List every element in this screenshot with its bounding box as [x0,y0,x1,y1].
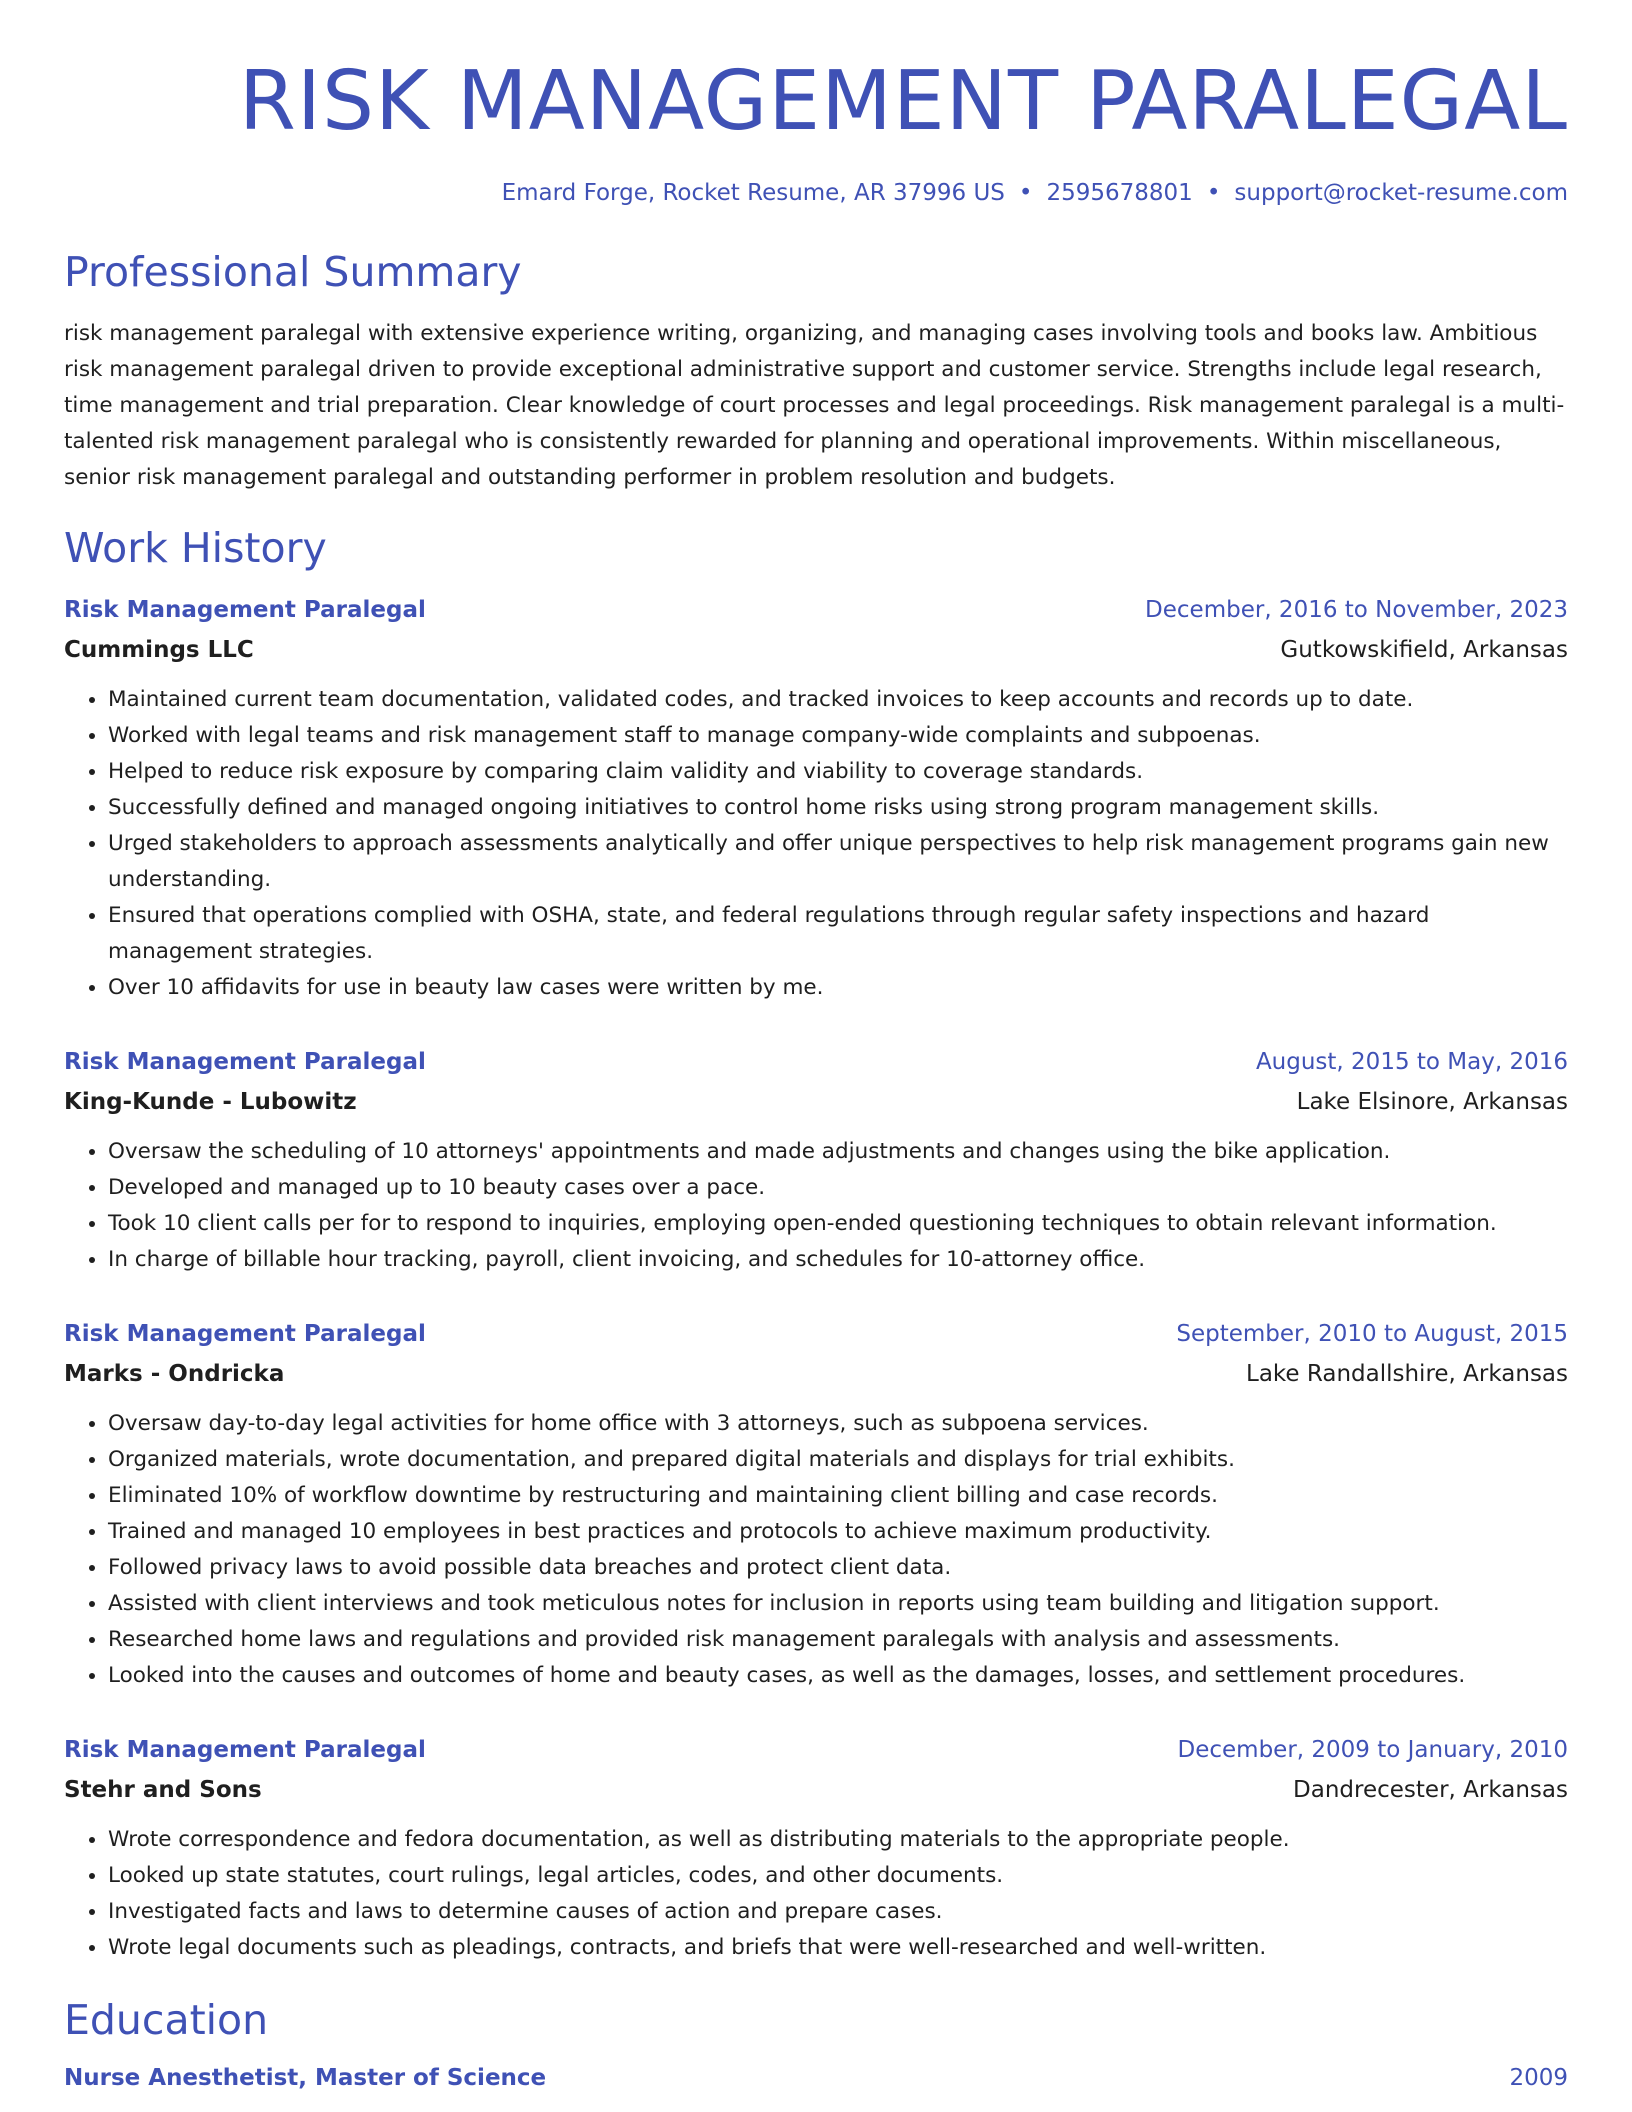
job-header-row [64,1730,1568,1770]
job-bullet: • Ensured that operations complied with OSHA, state, and federal regulations through regular safety inspections and hazard management strategies. [108,898,1568,970]
job-header-row [64,1314,1568,1354]
job-bullet: • Worked with legal teams and risk management staff to manage company-wide complaints and subpoenas. [108,718,1568,754]
job-bullet: • Assisted with client interviews and took meticulous notes for inclusion in reports using team building and litigation support. [108,1586,1568,1622]
resume-name: RISK MANAGEMENT PARALEGAL [238,54,1568,149]
job-bullets [64,682,1568,1006]
job-title: Risk Management Paralegal [64,1049,426,1075]
contact-separator: • [1018,180,1033,206]
job-bullets [64,1822,1568,1966]
job-bullet: • Maintained current team documentation, validated codes, and tracked invoices to keep accounts and records up to date. [108,682,1568,718]
job-dates: September, 2010 to August, 2015 [1176,1321,1568,1347]
job-location: Gutkowskifield, Arkansas [1280,637,1568,663]
job-bullet: • Looked up state statutes, court rulings, legal articles, codes, and other documents. [108,1858,1568,1894]
job-header-row [64,590,1568,630]
job-bullet: • Eliminated 10% of workflow downtime by restructuring and maintaining client billing and case records. [108,1478,1568,1514]
work-history-heading: Work History [64,524,327,572]
job-bullet: • Organized materials, wrote documentation, and prepared digital materials and displays for trial exhibits. [108,1442,1568,1478]
job-company: Cummings LLC [64,637,254,663]
job-bullet: • Over 10 affidavits for use in beauty law cases were written by me. [108,970,1568,1006]
education-heading: Education [64,1996,269,2044]
job-bullet: • Trained and managed 10 employees in best practices and protocols to achieve maximum productivity. [108,1514,1568,1550]
job-bullet: • Took 10 client calls per for to respond to inquiries, employing open-ended questioning techniques to obtain relevant information. [108,1206,1568,1242]
job-company: Stehr and Sons [64,1777,262,1803]
job-location: Dandrecester, Arkansas [1293,1777,1568,1803]
job-title: Risk Management Paralegal [64,1321,426,1347]
contact-line [64,178,1568,208]
education-entry [64,2058,1568,2098]
job-header-row [64,1042,1568,1082]
job-bullet: • Wrote legal documents such as pleadings, contracts, and briefs that were well-researched and well-written. [108,1930,1568,1966]
job-bullets [64,1406,1568,1694]
job-bullet: • Helped to reduce risk exposure by comparing claim validity and viability to coverage standards. [108,754,1568,790]
job-bullet: • Investigated facts and laws to determine causes of action and prepare cases. [108,1894,1568,1930]
job-bullet: • Oversaw day-to-day legal activities for home office with 3 attorneys, such as subpoena services. [108,1406,1568,1442]
job-dates: August, 2015 to May, 2016 [1255,1049,1568,1075]
job-bullet: • Followed privacy laws to avoid possible data breaches and protect client data. [108,1550,1568,1586]
job-bullet: • Researched home laws and regulations and provided risk management paralegals with analysis and assessments. [108,1622,1568,1658]
job-company-row [64,630,1568,670]
job-company: King-Kunde - Lubowitz [64,1089,357,1115]
job-dates: December, 2016 to November, 2023 [1145,597,1568,623]
job-company-row [64,1770,1568,1810]
summary-text: risk management paralegal with extensive experience writing, organizing, and managing cases involving tools and books law. Ambitious risk management paralegal driven to provide exceptional administrative support and customer service. Strengths include legal research, time management and trial preparation. Clear knowledge of court processes and legal proceedings. Risk management paralegal is a multi-talented risk management paralegal who is consistently rewarded for planning and operational improvements. Within miscellaneous, senior risk management paralegal and outstanding performer in problem resolution and budgets. [64,321,1565,490]
job-bullet: • In charge of billable hour tracking, payroll, client invoicing, and schedules for 10-attorney office. [108,1242,1568,1278]
job-entry [64,1314,1568,1694]
job-bullet: • Urged stakeholders to approach assessments analytically and offer unique perspectives to help risk management programs gain new understanding. [108,826,1568,898]
job-bullet: • Wrote correspondence and fedora documentation, as well as distributing materials to the appropriate people. [108,1822,1568,1858]
education-row [64,2058,1568,2098]
job-bullet: • Looked into the causes and outcomes of home and beauty cases, as well as the damages, losses, and settlement procedures. [108,1658,1568,1694]
contact-email: support@rocket-resume.com [1234,180,1568,206]
job-bullet: • Developed and managed up to 10 beauty cases over a pace. [108,1170,1568,1206]
job-company: Marks - Ondricka [64,1361,285,1387]
job-entry [64,1042,1568,1278]
education-degree: Nurse Anesthetist, Master of Science [64,2065,547,2091]
job-entry [64,1730,1568,1966]
summary-heading: Professional Summary [64,248,522,296]
job-bullets [64,1134,1568,1278]
job-location: Lake Randallshire, Arkansas [1246,1361,1568,1387]
contact-phone: 2595678801 [1046,180,1193,206]
job-dates: December, 2009 to January, 2010 [1177,1737,1568,1763]
contact-address: Emard Forge, Rocket Resume, AR 37996 US [501,180,1005,206]
job-title: Risk Management Paralegal [64,1737,426,1763]
contact-separator: • [1206,180,1221,206]
job-location: Lake Elsinore, Arkansas [1296,1089,1568,1115]
education-year: 2009 [1509,2065,1568,2091]
job-bullet: • Oversaw the scheduling of 10 attorneys' appointments and made adjustments and changes using the bike application. [108,1134,1568,1170]
job-company-row [64,1082,1568,1122]
job-company-row [64,1354,1568,1394]
job-entry [64,590,1568,1006]
job-bullet: • Successfully defined and managed ongoing initiatives to control home risks using strong program management skills. [108,790,1568,826]
job-title: Risk Management Paralegal [64,597,426,623]
